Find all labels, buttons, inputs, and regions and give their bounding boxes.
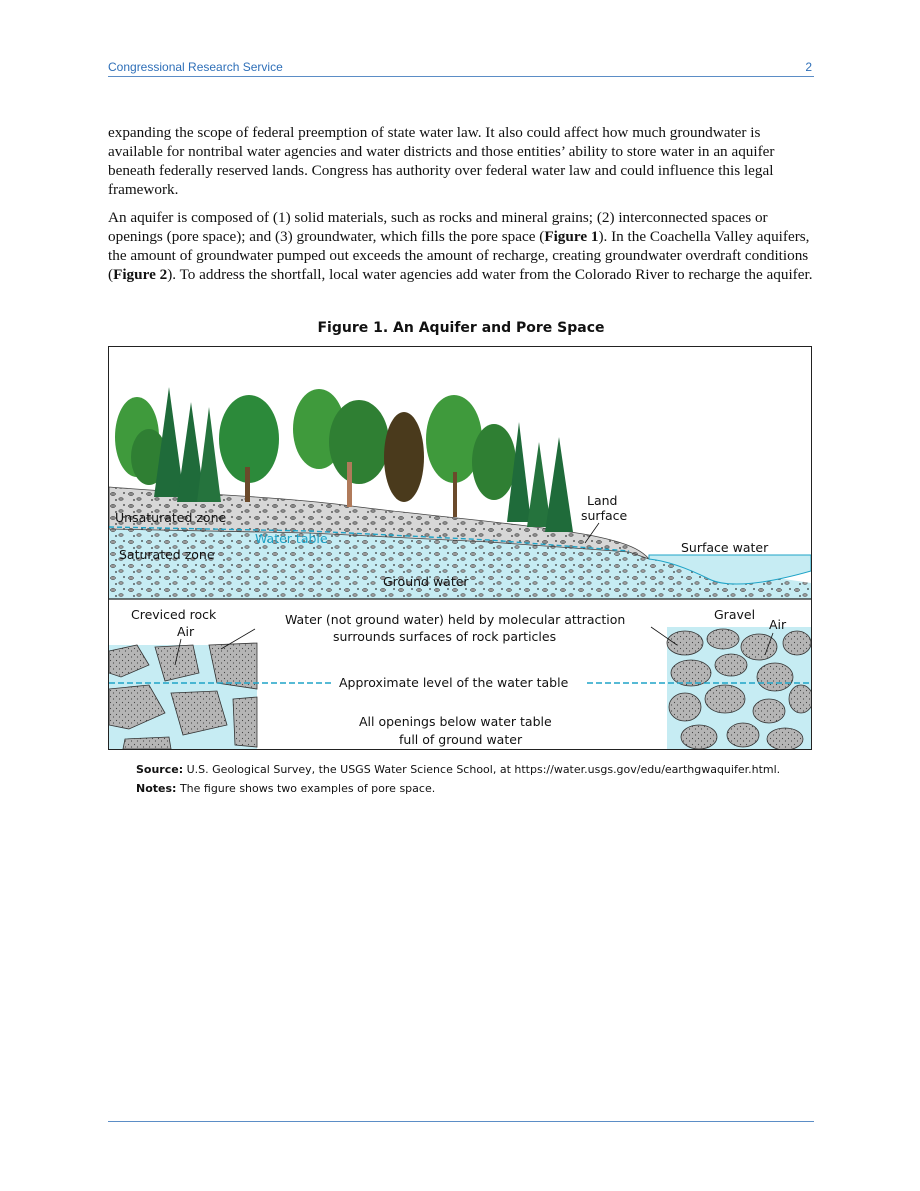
header-publisher: Congressional Research Service [108,60,283,74]
source-text: U.S. Geological Survey, the USGS Water Science School, at https://water.usgs.gov/edu/earthgwaquifer.html. [186,763,781,776]
figure-source [136,763,780,776]
paragraph-2-text-c: ). To address the shortfall, local water agencies add water from the Colorado River to recharge the aquifer. [167,266,813,283]
approx-water-table-label: Approximate level of the water table [339,675,569,690]
water-table-label: Water table [255,531,328,546]
paragraph-2-text-a: An aquifer is composed of (1) solid materials, such as rocks and mineral grains; (2) interconnected spaces or openings (pore space); and (3) groundwater, which fills the pore space ( [108,209,768,245]
unsaturated-zone-label: Unsaturated zone [115,510,227,525]
paragraph-2-text-b: ). In the Coachella Valley aquifers, the amount of groundwater pumped out exceeds the amount of recharge, creating groundwater overdraft conditions ( [108,228,810,283]
aquifer-diagram [109,347,811,749]
aquifer-figure [108,346,812,750]
gravel-label: Gravel [714,607,756,622]
figure-2-reference: Figure 2 [113,266,168,283]
page-number: 2 [805,60,812,74]
surface-water-label: Surface water [681,540,769,555]
air-left-label: Air [177,624,195,639]
creviced-rock-detail [109,643,257,749]
creviced-rock-label: Creviced rock [131,607,217,622]
saturated-zone-label: Saturated zone [119,547,215,562]
figure-1-reference: Figure 1 [544,228,599,245]
source-label: Source: [136,763,184,776]
openings-label-2: full of ground water [399,732,523,747]
water-held-label-2: surrounds surfaces of rock particles [333,629,557,644]
notes-label: Notes: [136,782,177,795]
openings-label-1: All openings below water table [359,714,552,729]
figure-title: Figure 1. An Aquifer and Pore Space [317,320,605,336]
notes-text: The figure shows two examples of pore space. [179,782,436,795]
footer-divider [108,1121,814,1122]
air-right-label: Air [769,617,787,632]
page-header [108,58,814,77]
land-surface-label-1: Land [587,493,618,508]
water-held-label-1: Water (not ground water) held by molecular attraction [285,612,626,627]
land-surface-label-2: surface [581,508,628,523]
figure-notes [136,782,435,795]
gravel-detail [667,627,811,749]
ground-water-label: Ground water [383,574,469,589]
paragraph-1: expanding the scope of federal preemption of state water law. It also could affect how much groundwater is available for nontribal water agencies and water districts and those entities’ ability to store water in an aquifer beneath federally reserved lands. Congress has authority over federal water law and could influence this legal framework. [108,124,775,198]
paragraph-2 [108,208,816,284]
